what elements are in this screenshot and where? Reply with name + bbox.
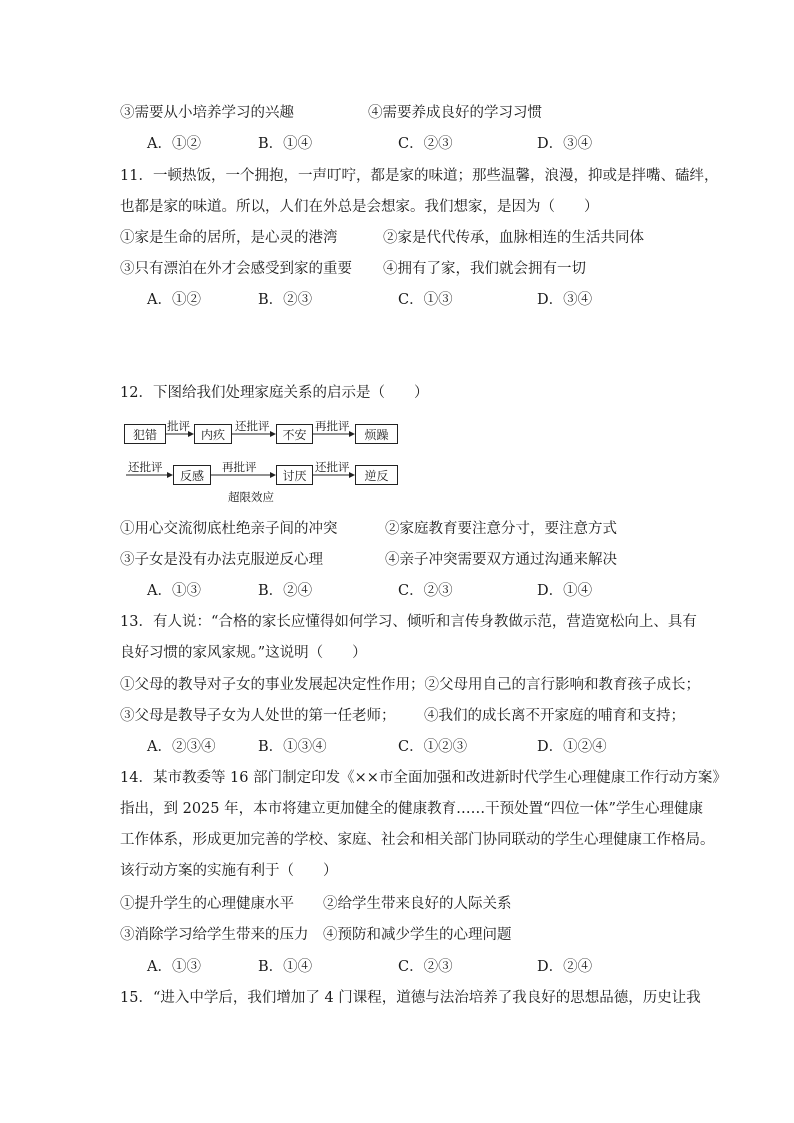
q14-stem-line-2: 指出，到 2025 年，本市将建立更加健全的健康教育……干预处置“四位一体”学生心理健康 <box>120 801 703 817</box>
q12-option-d: D．①④ <box>537 583 593 599</box>
q13-item-4: ④我们的成长离不开家庭的哺育和支持； <box>424 708 685 724</box>
q14-stem-line-4: 该行动方案的实施有利于（ ） <box>120 863 338 879</box>
arrow-label: 再批评 <box>222 460 257 474</box>
arrow-label: 批评 <box>167 419 190 433</box>
q13-option-b: B．①③④ <box>258 739 327 755</box>
q13-stem-line-2: 良好习惯的家风家规。”这说明（ ） <box>120 645 367 661</box>
q11-item-2: ②家是代代传承，血脉相连的生活共同体 <box>383 230 644 246</box>
q10-option-b: B．①④ <box>258 136 313 152</box>
q14-option-b: B．①④ <box>258 959 313 975</box>
q14-item-3: ③消除学习给学生带来的压力 <box>120 927 309 943</box>
q11-option-c: C．①③ <box>398 292 453 308</box>
arrow-label: 还批评 <box>235 419 270 433</box>
q14-stem-line-1: 14．某市教委等 16 部门制定印发《××市全面加强和改进新时代学生心理健康工作行动方案》 <box>120 770 727 786</box>
q12-item-2: ②家庭教育要注意分寸，要注意方式 <box>385 521 617 537</box>
q14-item-2: ②给学生带来良好的人际关系 <box>323 896 512 912</box>
q14-item-4: ④预防和减少学生的心理问题 <box>323 927 512 943</box>
arrow-label: 还批评 <box>128 460 163 474</box>
q13-stem-line-1: 13．有人说：“合格的家长应懂得如何学习、倾听和言传身教做示范，营造宽松向上、具有 <box>120 614 697 630</box>
q14-option-c: C．②③ <box>398 959 453 975</box>
q15-stem-line-1: 15．“进入中学后，我们增加了 4 门课程，道德与法治培养了我良好的思想品德，历史让我 <box>120 990 701 1006</box>
q12-option-c: C．②③ <box>398 583 453 599</box>
q10-option-c: C．②③ <box>398 136 453 152</box>
diagram-box: 内疚 <box>194 424 232 444</box>
q12-item-3: ③子女是没有办法克服逆反心理 <box>120 552 323 568</box>
diagram-box: 逆反 <box>355 465 398 485</box>
q10-item-3: ③需要从小培养学习的兴趣 <box>120 105 294 121</box>
q14-item-1: ①提升学生的心理健康水平 <box>120 896 294 912</box>
q12-stem: 12．下图给我们处理家庭关系的启示是（ ） <box>120 385 429 401</box>
q11-option-d: D．③④ <box>537 292 593 308</box>
q13-item-3: ③父母是教导子女为人处世的第一任老师； <box>120 708 396 724</box>
diagram-box: 不安 <box>276 424 313 444</box>
diagram-box: 犯错 <box>124 424 166 444</box>
q13-option-d: D．①②④ <box>537 739 607 755</box>
q14-option-d: D．②④ <box>537 959 593 975</box>
q11-stem-line-1: 11．一顿热饭，一个拥抱，一声叮咛，都是家的味道；那些温馨，浪漫，抑或是拌嘴、磕绊， <box>120 168 719 184</box>
q12-option-b: B．②④ <box>258 583 313 599</box>
diagram-caption: 超限效应 <box>228 490 274 504</box>
q12-option-a: A．①③ <box>147 583 201 599</box>
diagram-box: 烦躁 <box>355 424 398 444</box>
q14-stem-line-3: 工作体系，形成更加完善的学校、家庭、社会和相关部门协同联动的学生心理健康工作格局。 <box>120 832 715 848</box>
q13-option-c: C．①②③ <box>398 739 468 755</box>
q10-option-a: A．①② <box>147 136 201 152</box>
q13-items-line-1: ①父母的教导对子女的事业发展起决定性作用；②父母用自己的言行影响和教育孩子成长； <box>120 677 700 693</box>
q11-option-a: A．①② <box>147 292 201 308</box>
q12-item-1: ①用心交流彻底杜绝亲子间的冲突 <box>120 521 338 537</box>
q11-option-b: B．②③ <box>258 292 313 308</box>
q11-item-3: ③只有漂泊在外才会感受到家的重要 <box>120 261 352 277</box>
diagram-box: 讨厌 <box>276 465 313 485</box>
arrow-label: 还批评 <box>315 460 350 474</box>
q11-item-1: ①家是生命的居所，是心灵的港湾 <box>120 230 338 246</box>
q10-item-4: ④需要养成良好的学习习惯 <box>368 105 542 121</box>
q11-item-4: ④拥有了家，我们就会拥有一切 <box>383 261 586 277</box>
q11-stem-line-2: 也都是家的味道。所以，人们在外总是会想家。我们想家，是因为（ ） <box>120 199 599 215</box>
q12-item-4: ④亲子冲突需要双方通过沟通来解决 <box>385 552 617 568</box>
q13-option-a: A．②③④ <box>147 739 216 755</box>
q10-option-d: D．③④ <box>537 136 593 152</box>
diagram-box: 反感 <box>173 465 211 485</box>
q14-option-a: A．①③ <box>147 959 201 975</box>
arrow-label: 再批评 <box>315 419 350 433</box>
